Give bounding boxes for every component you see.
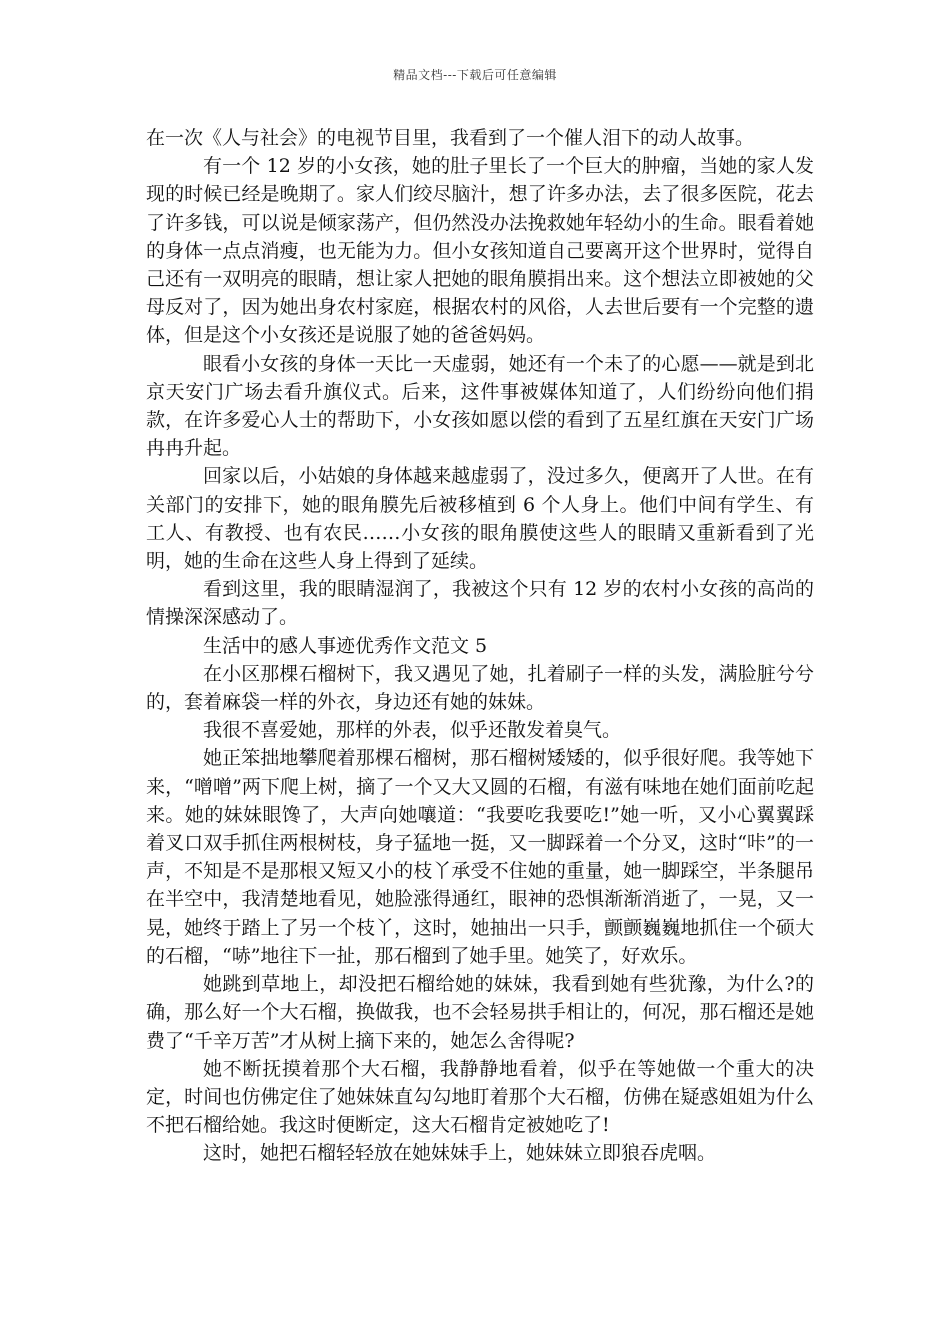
- paragraph: 有一个 12 岁的小女孩，她的肚子里长了一个巨大的肿瘤，当她的家人发现的时候已经是晚期了。家人们绞尽脑汁，想了许多办法，去了很多医院，花去了许多钱，可以说是倾家荡产，但仍然没办法挽救她年轻幼小的生命。眼看着她的身体一点点消瘦，也无能为力。但小女孩知道自己要离开这个世界时，觉得自己还有一双明亮的眼睛，想让家人把她的眼角膜捐出来。这个想法立即被她的父母反对了，因为她出身农村家庭，根据农村的风俗，人去世后要有一个完整的遗体，但是这个小女孩还是说服了她的爸爸妈妈。: [146, 155, 814, 347]
- paragraph: 看到这里，我的眼睛湿润了，我被这个只有 12 岁的农村小女孩的高尚的情操深深感动了。: [146, 578, 814, 629]
- paragraph: 她不断抚摸着那个大石榴，我静静地看着，似乎在等她做一个重大的决定，时间也仿佛定住了她妹妹直勾勾地盯着那个大石榴，仿佛在疑惑姐姐为什么不把石榴给她。我这时便断定，这大石榴肯定被她吃了!: [146, 1057, 814, 1137]
- paragraph: 我很不喜爱她，那样的外表，似乎还散发着臭气。: [203, 719, 622, 742]
- paragraph: 眼看小女孩的身体一天比一天虚弱，她还有一个未了的心愿——就是到北京天安门广场去看升旗仪式。后来，这件事被媒体知道了，人们纷纷向他们捐款，在许多爱心人士的帮助下，小女孩如愿以偿的看到了五星红旗在天安门广场冉冉升起。: [146, 352, 814, 460]
- paragraph: 她正笨拙地攀爬着那棵石榴树，那石榴树矮矮的，似乎很好爬。我等她下来，“噌噌”两下爬上树，摘了一个又大又圆的石榴，有滋有味地在她们面前吃起来。她的妹妹眼馋了，大声向她嚷道：“我要吃我要吃!”她一听，又小心翼翼踩着叉口双手抓住两根树枝，身子猛地一挺，又一脚踩着一个分叉，这时“咔”的一声，不知是不是那根又短又小的枝丫承受不住她的重量，她一脚踩空，半条腿吊在半空中，我清楚地看见，她脸涨得通红，眼神的恐惧渐渐消逝了，一晃，又一晃，她终于踏上了另一个枝丫，这时，她抽出一只手，颤颤巍巍地抓住一个硕大的石榴，“哧”地往下一扯，那石榴到了她手里。她笑了，好欢乐。: [146, 747, 814, 967]
- document-body: [146, 124, 814, 1168]
- paragraph: 在小区那棵石榴树下，我又遇见了她，扎着刷子一样的头发，满脸脏兮兮的，套着麻袋一样的外衣，身边还有她的妹妹。: [146, 662, 814, 714]
- paragraph: 这时，她把石榴轻轻放在她妹妹手上，她妹妹立即狼吞虎咽。: [203, 1142, 717, 1165]
- section-title: 生活中的感人事迹优秀作文范文 5: [203, 634, 488, 657]
- paragraph: 回家以后，小姑娘的身体越来越虚弱了，没过多久，便离开了人世。在有关部门的安排下，她的眼角膜先后被移植到 6 个人身上。他们中间有学生、有工人、有教授、也有农民……小女孩的眼角膜使这些人的眼睛又重新看到了光明，她的生命在这些人身上得到了延续。: [146, 465, 814, 573]
- paragraph: 她跳到草地上，却没把石榴给她的妹妹，我看到她有些犹豫，为什么?的确，那么好一个大石榴，换做我，也不会轻易拱手相让的，何况，那石榴还是她费了“千辛万苦”才从树上摘下来的，她怎么舍得呢?: [146, 973, 814, 1052]
- paragraph-intro: 在一次《人与社会》的电视节目里，我看到了一个催人泪下的动人故事。: [146, 127, 755, 149]
- page-header: 精品文档---下载后可任意编辑: [393, 68, 557, 82]
